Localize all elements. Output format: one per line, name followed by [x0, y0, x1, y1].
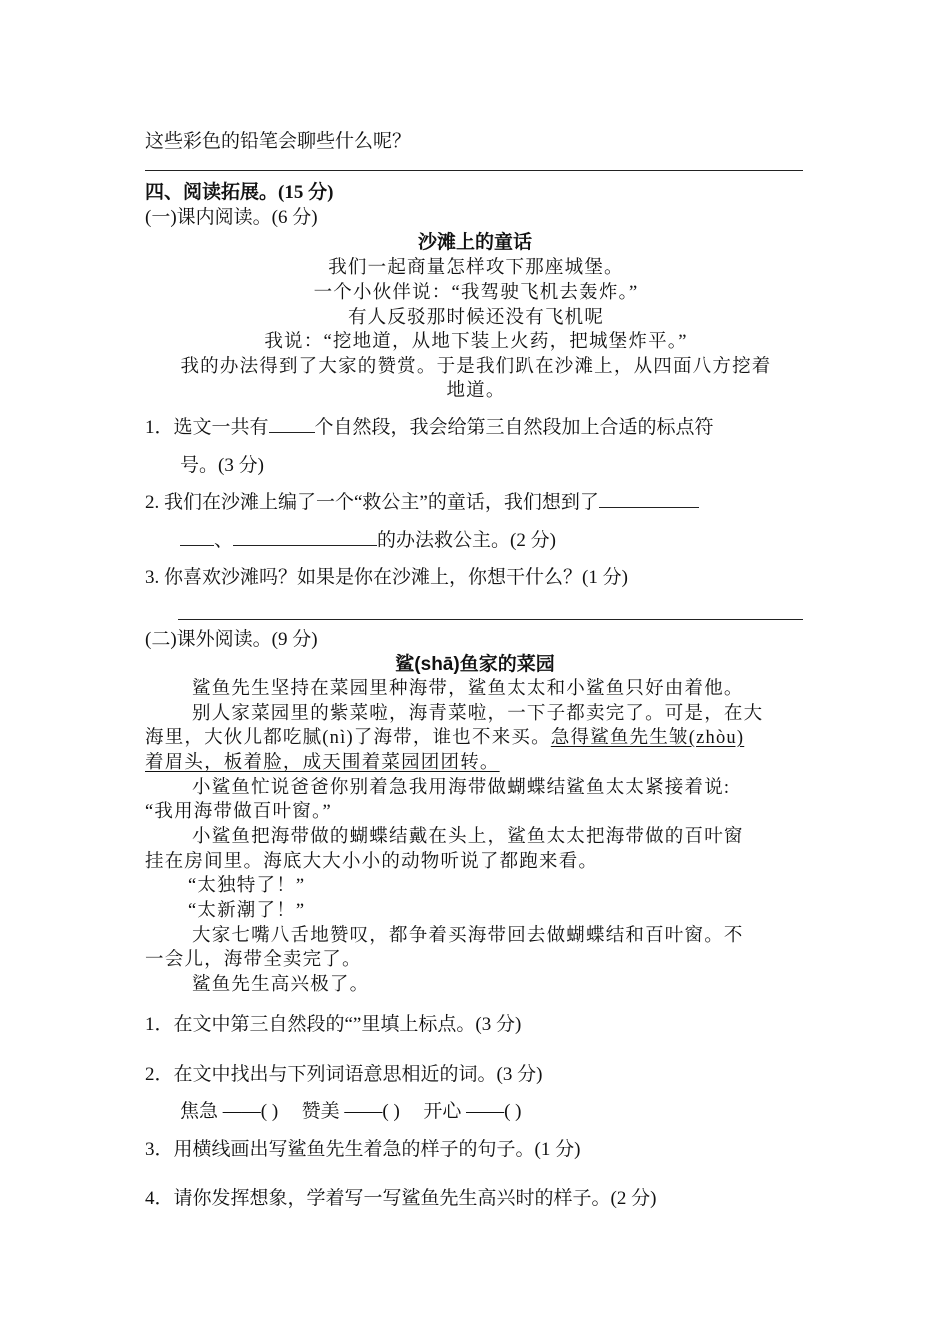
question-1 [145, 412, 714, 439]
part2-label: (二)课外阅读。(9 分) [145, 629, 318, 650]
passage1-line: 我们一起商量怎样攻下那座城堡。 [328, 258, 624, 278]
passage2-line: “我用海带做百叶窗。” [145, 802, 332, 822]
part1-label: (一)课内阅读。(6 分) [145, 207, 318, 228]
passage2-line: 鲨鱼先生高兴极了。 [192, 975, 370, 995]
fill-blank[interactable] [599, 488, 699, 508]
word-pair[interactable]: 赞美 ——( ) [301, 1101, 400, 1122]
question-2 [145, 487, 699, 514]
word-pair-row [180, 1096, 521, 1123]
passage2-line: 别人家菜园里的紫菜啦，海青菜啦，一下子都卖完了。可是，在大 [192, 704, 764, 724]
passage1-line: 一个小伙伴说：“我驾驶飞机去轰炸。” [313, 283, 639, 303]
word-pair[interactable]: 焦急 ——( ) [180, 1101, 279, 1122]
passage1-line: 有人反驳那时候还没有飞机呢 [347, 308, 605, 328]
underlined-sentence: 着眉头，板着脸，成天围着菜园团团转。 [145, 753, 500, 773]
question-text: 个自然段，我会给第三自然段加上合适的标点符 [314, 417, 714, 438]
passage2-line: 小鲨鱼忙说爸爸你别着急我用海带做蝴蝶结鲨鱼太太紧接着说: [192, 778, 731, 798]
section-heading: 四、阅读拓展。(15 分) [145, 182, 334, 203]
question-1: 1．在文中第三自然段的“”里填上标点。(3 分) [145, 1014, 522, 1035]
passage2-line: 一会儿，海带全卖完了。 [145, 950, 362, 970]
passage2-line: “太新潮了！” [188, 901, 306, 921]
underlined-sentence: 急得鲨鱼先生皱(zhòu) [550, 728, 745, 748]
answer-line [145, 170, 803, 171]
word-pair[interactable]: 开心 ——( ) [423, 1101, 522, 1122]
fill-blank[interactable] [233, 526, 377, 546]
question-4: 4．请你发挥想象，学着写一写鲨鱼先生高兴时的样子。(2 分) [145, 1188, 657, 1209]
passage1-line: 我说：“挖地道，从地下装上火药，把城堡炸平。” [264, 332, 688, 352]
question-1-cont: 号。(3 分) [180, 455, 264, 476]
passage1-title: 沙滩上的童话 [417, 232, 532, 253]
question-2: 2．在文中找出与下列词语意思相近的词。(3 分) [145, 1064, 543, 1085]
passage2-line: “太独特了！” [188, 876, 306, 896]
passage-text: 海里，大伙儿都吃腻(nì)了海带，谁也不来买。 [145, 728, 551, 748]
question-2-cont [180, 525, 556, 552]
question-3: 3．用横线画出写鲨鱼先生着急的样子的句子。(1 分) [145, 1139, 581, 1160]
fill-blank[interactable] [269, 413, 315, 433]
fill-blank[interactable] [180, 526, 214, 546]
passage2-line: 鲨鱼先生坚持在菜园里种海带，鲨鱼太太和小鲨鱼只好由着他。 [192, 679, 744, 699]
question-text: 2. 我们在沙滩上编了一个“救公主”的童话，我们想到了 [145, 492, 599, 513]
question-text: 1．选文一共有 [145, 417, 269, 438]
passage2-line: 小鲨鱼把海带做的蝴蝶结戴在头上，鲨鱼太太把海带做的百叶窗 [192, 827, 744, 847]
passage2-line: 大家七嘴八舌地赞叹，都争着买海带回去做蝴蝶结和百叶窗。不 [192, 926, 744, 946]
passage2-line: 挂在房间里。海底大大小小的动物听说了都跑来看。 [145, 852, 599, 872]
question-text: 的办法救公主。(2 分) [377, 530, 556, 551]
passage1-line: 我的办法得到了大家的赞赏。于是我们趴在沙滩上，从四面八方挖着 [180, 357, 772, 377]
passage2-line [145, 723, 744, 749]
answer-line[interactable] [178, 619, 803, 620]
intro-question: 这些彩色的铅笔会聊些什么呢？ [145, 131, 412, 152]
question-3: 3. 你喜欢沙滩吗？如果是你在沙滩上，你想干什么？(1 分) [145, 567, 628, 588]
question-text: 、 [214, 530, 234, 551]
passage1-line: 地道。 [446, 381, 506, 401]
passage2-title: 鲨(shā)鱼家的菜园 [395, 654, 555, 675]
